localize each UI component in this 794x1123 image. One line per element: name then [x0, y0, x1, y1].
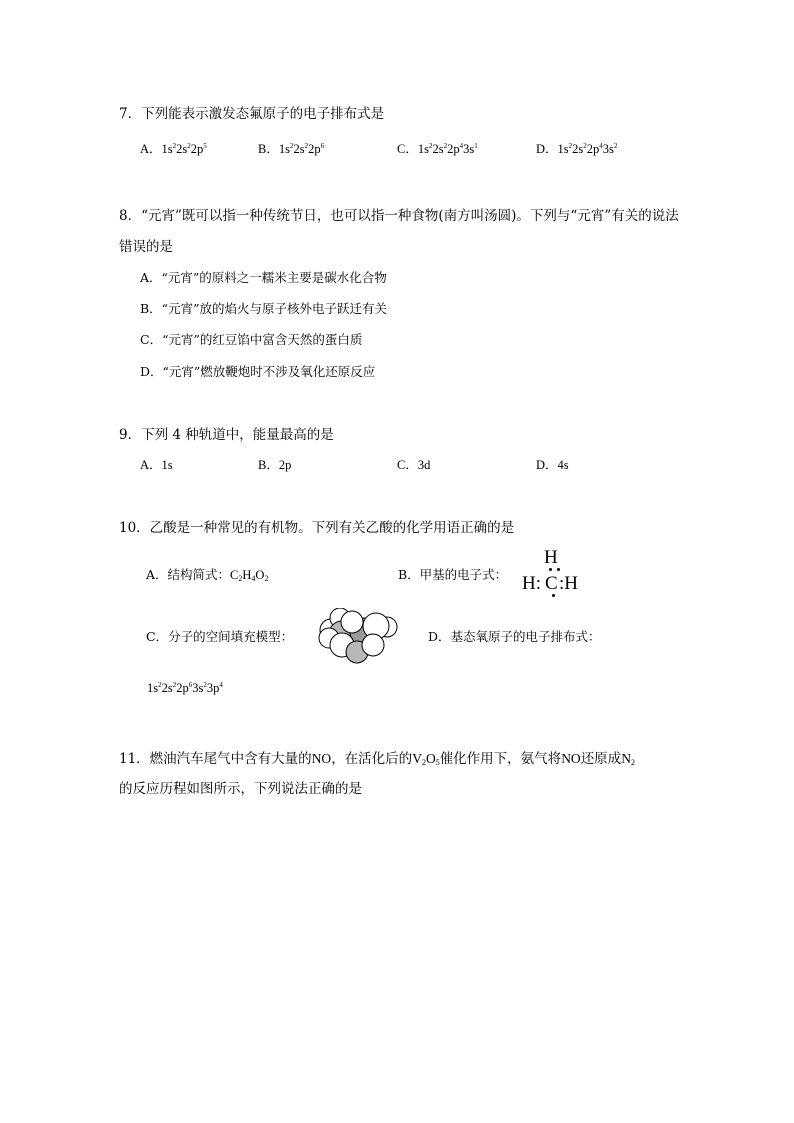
q8-stem-line1: 8．“元宵”既可以指一种传统节日，也可以指一种食物(南方叫汤圆)。下列与“元宵”有关的说法	[119, 208, 679, 224]
q11-stem-line2: 的反应历程如图所示，下列说法正确的是	[119, 781, 362, 797]
q8-option-b: B．“元宵”放的焰火与原子核外电子跃迁有关	[140, 301, 387, 316]
q10-option-b-label: B．甲基的电子式：	[398, 567, 508, 582]
q7-option-c: C．$1s^22s^22p^43s^1$	[397, 142, 478, 156]
q7-option-a: A．$1s^22s^22p^5$	[140, 142, 207, 156]
q9-option-d: D．4s	[536, 458, 569, 472]
q10-option-d-label: D．基态氧原子的电子排布式：	[428, 629, 601, 644]
structural-formula: $C_2H_4O_2$	[230, 568, 269, 583]
electron-formula-left-h: H:	[522, 573, 541, 594]
q7-stem: 7．下列能表示激发态氟原子的电子排布式是	[119, 106, 385, 122]
electron-formula-top-h: H	[544, 547, 558, 568]
q9-stem: 9．下列 4 种轨道中，能量最高的是	[119, 427, 334, 443]
space-filling-model-image	[312, 608, 402, 666]
q9-option-b: B．2p	[258, 458, 292, 472]
q8-option-c: C．“元宵”的红豆馅中富含天然的蛋白质	[140, 332, 363, 347]
q8-option-d: D．“元宵”燃放鞭炮时不涉及氧化还原反应	[140, 364, 376, 379]
q7-option-b: B．$1s^22s^22p^6$	[258, 142, 325, 156]
q10-stem: 10．乙酸是一种常见的有机物。下列有关乙酸的化学用语正确的是	[119, 520, 515, 536]
q9-option-a: A．1s	[140, 458, 173, 472]
q10-option-d-config: $1s^22s^22p^63s^23p^4$	[147, 681, 223, 695]
q10-option-c-label: C．分子的空间填充模型：	[146, 629, 294, 644]
electron-dot	[549, 568, 552, 571]
q10-option-a: A．结构简式：$C_2H_4O_2$	[146, 567, 269, 583]
q8-option-a: A．“元宵”的原料之一糯米主要是碳水化合物	[140, 270, 387, 285]
q8-stem-line2: 错误的是	[119, 239, 173, 255]
electron-dot	[557, 568, 560, 571]
electron-dot	[552, 594, 555, 597]
q9-option-c: C．3d	[397, 458, 431, 472]
q11-stem-line1: 11．燃油汽车尾气中含有大量的NO，在活化后的$V_2O_5$催化作用下，氨气将NO还原成$N_2$	[119, 751, 635, 767]
electron-formula-right-h: :H	[559, 573, 578, 594]
electron-formula-carbon: C	[545, 573, 558, 594]
q7-option-d: D．$1s^22s^22p^43s^2$	[536, 142, 618, 156]
